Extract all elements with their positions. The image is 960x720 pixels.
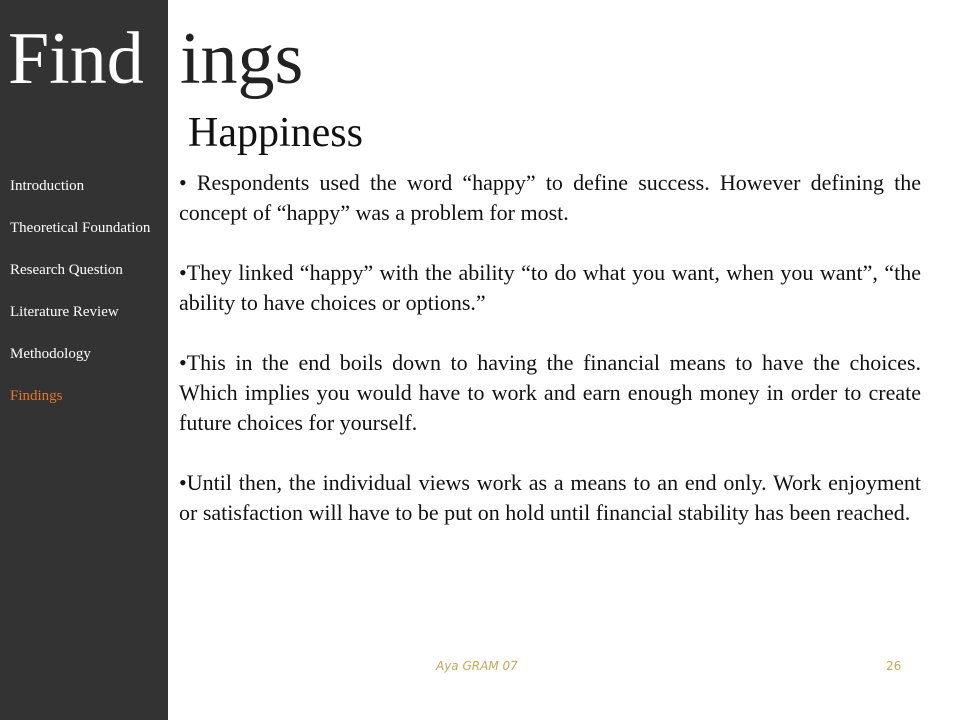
sidebar-item-literature-review[interactable]: Literature Review bbox=[10, 304, 119, 320]
page-title-right: ings bbox=[180, 18, 304, 100]
sidebar-item-theoretical-foundation[interactable]: Theoretical Foundation bbox=[10, 220, 151, 236]
sidebar-panel bbox=[0, 0, 168, 720]
bullet-item: •They linked “happy” with the ability “to do what you want, when you want”, “the ability to have choices or options.” bbox=[179, 260, 921, 315]
bullet-list bbox=[179, 168, 921, 528]
page-title-left: Find bbox=[8, 18, 144, 100]
footer-author: Aya GRAM 07 bbox=[436, 659, 518, 673]
sidebar-item-introduction[interactable]: Introduction bbox=[10, 178, 85, 194]
bullet-item: •Until then, the individual views work as a means to an end only. Work enjoyment or satisfaction will have to be put on hold until financial stability has been reached. bbox=[179, 470, 921, 525]
section-subtitle: Happiness bbox=[188, 110, 363, 156]
bullet-item: •This in the end boils down to having the financial means to have the choices. Which implies you would have to work and earn enough money in order to create future choices for yourself. bbox=[179, 350, 921, 435]
bullet-item: • Respondents used the word “happy” to define success. However defining the concept of “happy” was a problem for most. bbox=[179, 170, 921, 225]
page-number: 26 bbox=[886, 659, 902, 673]
sidebar-item-methodology[interactable]: Methodology bbox=[10, 346, 91, 362]
sidebar-item-research-question[interactable]: Research Question bbox=[10, 262, 123, 278]
sidebar-item-findings[interactable]: Findings bbox=[10, 388, 63, 404]
sidebar-nav bbox=[10, 176, 162, 428]
